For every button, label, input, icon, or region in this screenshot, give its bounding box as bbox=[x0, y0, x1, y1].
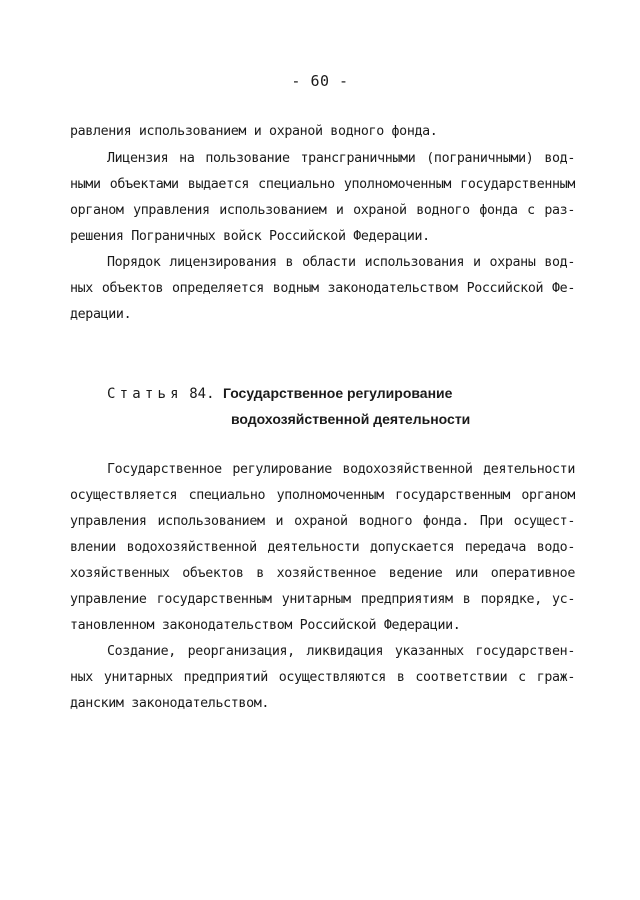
paragraph-line: хозяйственных объектов в хозяйственное ведение или оперативное bbox=[70, 566, 575, 581]
paragraph-line: управления использованием и охраной водного фонда. При осущест- bbox=[70, 514, 575, 529]
paragraph-line: ными объектами выдается специально уполномоченным государственным bbox=[70, 177, 575, 192]
paragraph-line: тановленном законодательством Российской Федерации. bbox=[70, 618, 461, 633]
paragraph-line: осуществляется специально уполномоченным государственным органом bbox=[70, 488, 575, 503]
paragraph-line: ных унитарных предприятий осуществляются в соответствии с граж- bbox=[70, 670, 575, 685]
paragraph-line: Государственное регулирование водохозяйственной деятельности bbox=[107, 462, 575, 477]
paragraph-line: решения Пограничных войск Российской Федерации. bbox=[70, 229, 430, 244]
page-number: - 60 - bbox=[291, 72, 349, 90]
paragraph-line: ных объектов определяется водным законодательством Российской Фе- bbox=[70, 281, 575, 296]
paragraph-line: Порядок лицензирования в области использования и охраны вод- bbox=[107, 255, 575, 270]
paragraph-line: равления использованием и охраной водного фонда. bbox=[70, 124, 438, 139]
paragraph-line: влении водохозяйственной деятельности допускается передача водо- bbox=[70, 540, 575, 555]
article-title-line1: Государственное регулирование bbox=[222, 385, 453, 401]
paragraph-line: Создание, реорганизация, ликвидация указанных государствен- bbox=[107, 644, 575, 659]
paragraph-line: данским законодательством. bbox=[70, 696, 270, 711]
article-heading bbox=[107, 384, 452, 403]
article-title-line2: водохозяйственной деятельности bbox=[231, 411, 471, 427]
article-number: 84. bbox=[189, 386, 215, 402]
paragraph-line: дерации. bbox=[70, 307, 132, 322]
paragraph-line: управление государственным унитарным предприятиям в порядке, ус- bbox=[70, 592, 575, 607]
article-label: Статья bbox=[107, 386, 183, 402]
paragraph-line: Лицензия на пользование трансграничными (пограничными) вод- bbox=[107, 151, 575, 166]
paragraph-line: органом управления использованием и охраной водного фонда с раз- bbox=[70, 203, 575, 218]
